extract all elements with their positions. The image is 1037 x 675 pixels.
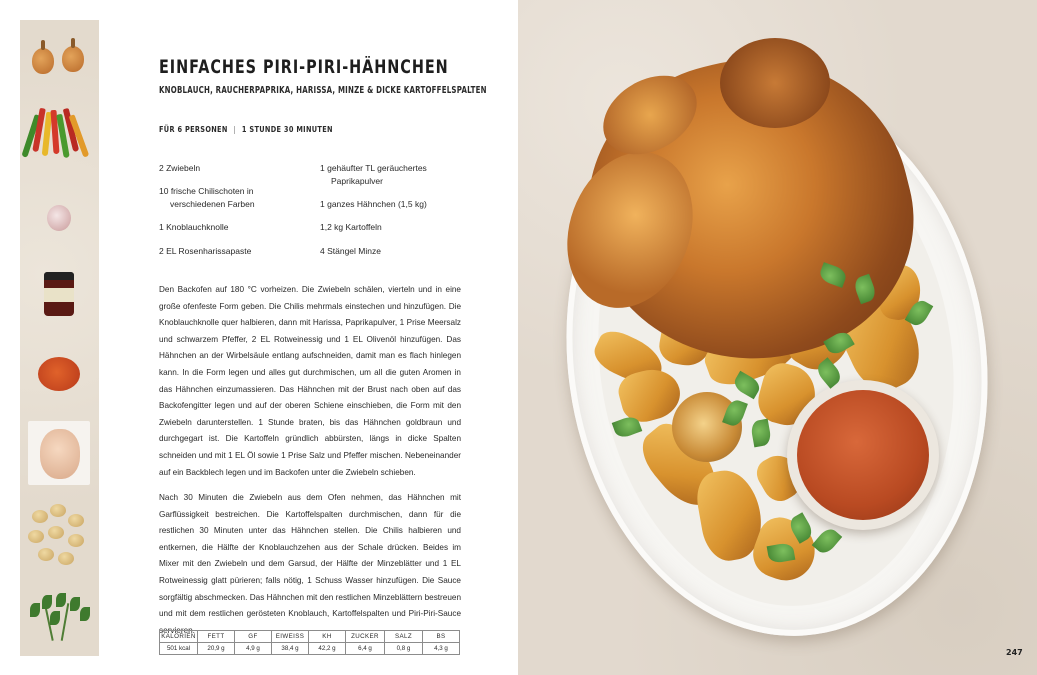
chilis-image xyxy=(20,100,99,180)
jar-lid xyxy=(44,272,74,280)
mint-leaf-icon xyxy=(42,595,52,609)
paprika-powder-icon xyxy=(38,357,80,391)
jar-label xyxy=(44,288,74,302)
potato-icon xyxy=(32,510,48,523)
onion-icon xyxy=(62,46,84,72)
ingredient-item xyxy=(320,198,427,211)
nutrition-header: FETT xyxy=(198,631,235,643)
ingredient-text: 10 frische Chilischoten in xyxy=(159,186,254,196)
ingredient-text: 1 ganzes Hähnchen (1,5 kg) xyxy=(320,199,427,209)
potato-icon xyxy=(28,530,44,543)
nutrition-header: ZUCKER xyxy=(346,631,385,643)
potato-icon xyxy=(38,548,54,561)
method-paragraph-1: Den Backofen auf 180 °C vorheizen. Die Zwiebeln schälen, vierteln und in eine große ofenfeste Form geben. Die Chilis mehrmals einstechen und hinzufügen. Die Knoblauchknolle quer halbieren, dann mit Harissa, Paprikapulver, 1 Prise Meersalz und schwarzem Pfeffer, 2 EL Rotweinessig und 1 EL Olivenöl hinzufügen. Das Hähnchen an der Wirbelsäule entlang aufschneiden, damit man es flach hinlegen kann. In die Form legen und alles gut durchmischen, um all die guten Aromen in das Hähnchen einzumassieren. Das Hähnchen mit der Brust nach oben auf das Backofengitter legen und auf der oberen Schiene einschieben, die Form mit den Zwiebeln darunterstellen. 1 Stunde braten, bis das Hähnchen goldbraun und durchgegart ist. Die Kartoffeln gründlich abbürsten, längs in dicke Spalten schneiden und mit 1 EL Öl sowie 1 Prise Salz und Pfeffer mischen. Nebeneinander auf ein Backblech legen und im Backofen unter die Zwiebeln schieben. xyxy=(159,285,461,477)
nutrition-value: 4,9 g xyxy=(235,643,272,655)
ingredient-item xyxy=(159,162,200,175)
ingredient-item xyxy=(320,245,381,258)
ingredient-item xyxy=(159,221,228,234)
mint-leaf-icon xyxy=(80,607,90,621)
harissa-jar-image xyxy=(20,260,99,330)
ingredient-item xyxy=(320,162,427,187)
nutrition-value: 6,4 g xyxy=(346,643,385,655)
garlic-icon xyxy=(47,205,71,231)
ingredient-text: 2 EL Rosenharissapaste xyxy=(159,246,252,256)
garlic-image xyxy=(20,195,99,245)
nutrition-value: 38,4 g xyxy=(272,643,309,655)
onions-image xyxy=(20,20,99,90)
nutrition-value: 0,8 g xyxy=(385,643,423,655)
nutrition-header-row xyxy=(160,631,460,643)
mint-leaf-icon xyxy=(70,597,80,611)
ingredient-text: 4 Stängel Minze xyxy=(320,246,381,256)
ingredient-item xyxy=(159,185,255,210)
mint-leaf-icon xyxy=(50,611,60,625)
nutrition-header: BS xyxy=(423,631,460,643)
raw-chicken-icon xyxy=(40,429,80,479)
chicken-leg xyxy=(720,38,830,128)
nutrition-table xyxy=(159,630,460,655)
mint-stem xyxy=(61,603,70,641)
nutrition-value: 20,9 g xyxy=(198,643,235,655)
ingredient-text: 1 Knoblauchknolle xyxy=(159,222,229,232)
ingredient-item xyxy=(159,245,251,258)
raw-chicken-image xyxy=(20,415,99,495)
method-paragraph-2: Nach 30 Minuten die Zwiebeln aus dem Ofen nehmen, das Hähnchen mit Garflüssigkeit bestreichen. Die Kartoffelspalten durchmischen, dann für die restlichen 30 Minuten unter das Hähnchen stellen. Die Chilis halbieren und entkernen, die Hälfte der Knoblauchzehen aus der Schale drücken. Beides im Mixer mit den Zwiebeln und dem Garsud, der Hälfte der Minzeblätter und 1 EL Rotweinessig glatt pürieren; falls nötig, 1 Schuss Wasser hinzufügen. Die Sauce sorgfältig abschmecken. Das Hähnchen mit den restlichen Minzeblättern bestreuen und mit dem restlichen gerösteten Knoblauch, Kartoffelspalten und Piri-Piri-Sauce servieren. xyxy=(159,493,461,635)
potato-icon xyxy=(50,504,66,517)
nutrition-value: 501 kcal xyxy=(160,643,198,655)
ingredient-text: 2 Zwiebeln xyxy=(159,163,201,173)
page-number: 247 xyxy=(1006,648,1023,657)
nutrition-header: GF xyxy=(235,631,272,643)
meta-separator: | xyxy=(233,125,237,134)
potato-icon xyxy=(58,552,74,565)
paprika-image xyxy=(20,345,99,405)
ingredient-text: 1 gehäufter TL geräuchertes xyxy=(320,163,427,173)
potato-icon xyxy=(48,526,64,539)
recipe-title: EINFACHES PIRI-PIRI-HÄHNCHEN xyxy=(159,57,449,78)
nutrition-values-row xyxy=(160,643,460,655)
piri-piri-sauce xyxy=(797,390,929,520)
mint-leaf-icon xyxy=(30,603,40,617)
potato-icon xyxy=(68,534,84,547)
ingredient-text-continued: verschiedenen Farben xyxy=(170,198,255,209)
recipe-meta xyxy=(159,125,333,134)
ingredient-photo-strip xyxy=(20,20,99,656)
potato-icon xyxy=(68,514,84,527)
mint-leaf-icon xyxy=(56,593,66,607)
nutrition-header: SALZ xyxy=(385,631,423,643)
nutrition-header: EIWEISS xyxy=(272,631,309,643)
nutrition-header: KALORIEN xyxy=(160,631,198,643)
mint-image xyxy=(20,585,99,651)
nutrition-value: 42,2 g xyxy=(309,643,346,655)
nutrition-value: 4,3 g xyxy=(423,643,460,655)
recipe-subtitle: KNOBLAUCH, RÄUCHERPAPRIKA, HARISSA, MINZE & DICKE KARTOFFELSPALTEN xyxy=(159,85,487,96)
ingredient-text: 1,2 kg Kartoffeln xyxy=(320,222,382,232)
nutrition-header: KH xyxy=(309,631,346,643)
servings: FÜR 6 PERSONEN xyxy=(159,125,228,134)
ingredient-item xyxy=(320,221,382,234)
onion-icon xyxy=(32,48,54,74)
potatoes-image xyxy=(20,498,99,578)
cooking-time: 1 STUNDE 30 MINUTEN xyxy=(241,125,333,134)
ingredient-text-continued: Paprikapulver xyxy=(331,175,383,186)
